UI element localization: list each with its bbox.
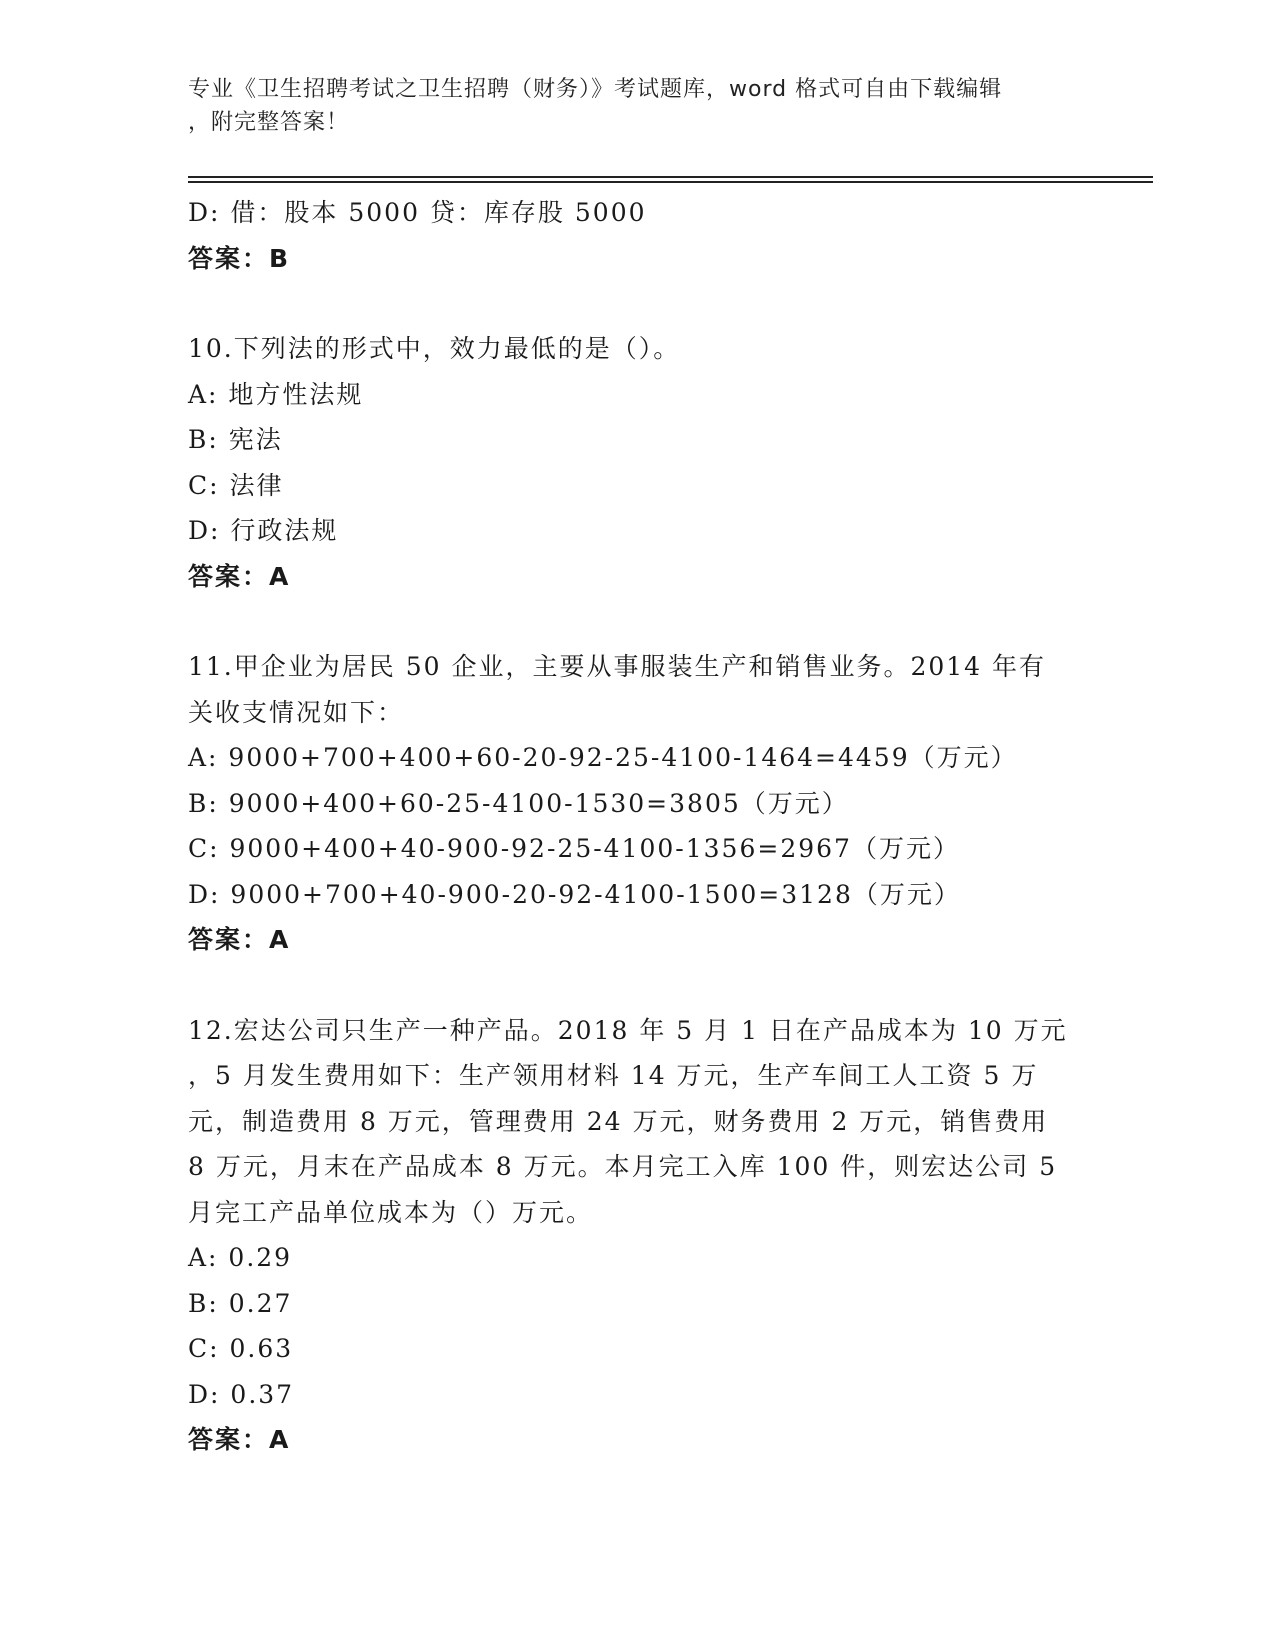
option-d: D: 9000+700+40-900-20-92-4100-1500=3128（万元）: [188, 879, 961, 909]
header-line-2: ，附完整答案！: [188, 110, 350, 135]
header-line-1: 专业《卫生招聘考试之卫生招聘（财务）》考试题库，word 格式可自由下载编辑: [188, 77, 1003, 102]
stem-line: 关收支情况如下：: [188, 697, 405, 727]
answer: 答案：A: [188, 1425, 291, 1454]
option-b: B: 0.27: [188, 1288, 293, 1318]
header-note: [188, 73, 1068, 139]
option-c: C: 0.63: [188, 1334, 294, 1363]
stem-line: 月完工产品单位成本为（）万元。: [188, 1197, 594, 1227]
question-9-tail: [188, 190, 1068, 281]
option-c: C: 9000+400+40-900-92-25-4100-1356=2967（万元）: [188, 834, 960, 863]
answer: 答案：A: [188, 561, 291, 591]
option-b: B: 宪法: [188, 425, 283, 454]
option-d: D: 0.37: [188, 1379, 295, 1409]
stem-line: 元，制造费用 8 万元，管理费用 24 万元，财务费用 2 万元，销售费用: [188, 1106, 1049, 1136]
question-stem: [188, 326, 1068, 372]
stem-line: 10.下列法的形式中，效力最低的是（）。: [188, 334, 681, 363]
answer: 答案：A: [188, 925, 291, 954]
stem-line: ，5 月发生费用如下：生产领用材料 14 万元，生产车间工人工资 5 万: [188, 1061, 1039, 1090]
question-10: [188, 326, 1068, 599]
stem-line: 8 万元，月末在产品成本 8 万元。本月完工入库 100 件，则宏达公司 5: [188, 1152, 1058, 1181]
question-stem: [188, 644, 1068, 735]
header-divider-top: [188, 176, 1153, 178]
option-a: A: 地方性法规: [188, 379, 364, 409]
spacer: [188, 599, 1068, 644]
option-d: D: 行政法规: [188, 516, 339, 545]
option-c: C: 法律: [188, 470, 284, 500]
option-a: A: 0.29: [188, 1243, 293, 1272]
stem-line: 12.宏达公司只生产一种产品。2018 年 5 月 1 日在产品成本为 10 万元: [188, 1015, 1068, 1045]
stem-line: 11.甲企业为居民 50 企业，主要从事服装生产和销售业务。2014 年有: [188, 652, 1047, 681]
question-12: [188, 1008, 1068, 1463]
question-list: [188, 190, 1068, 1463]
option-a: A: 9000+700+400+60-20-92-25-4100-1464=4459（万元）: [188, 743, 1018, 772]
header-divider-bottom: [188, 181, 1153, 183]
question-11: [188, 644, 1068, 963]
answer: 答案：B: [188, 243, 291, 273]
option-d: D: 借：股本 5000 贷：库存股 5000: [188, 198, 647, 227]
question-stem: [188, 1008, 1068, 1236]
spacer: [188, 281, 1068, 326]
spacer: [188, 963, 1068, 1008]
option-b: B: 9000+400+60-25-4100-1530=3805（万元）: [188, 788, 849, 818]
